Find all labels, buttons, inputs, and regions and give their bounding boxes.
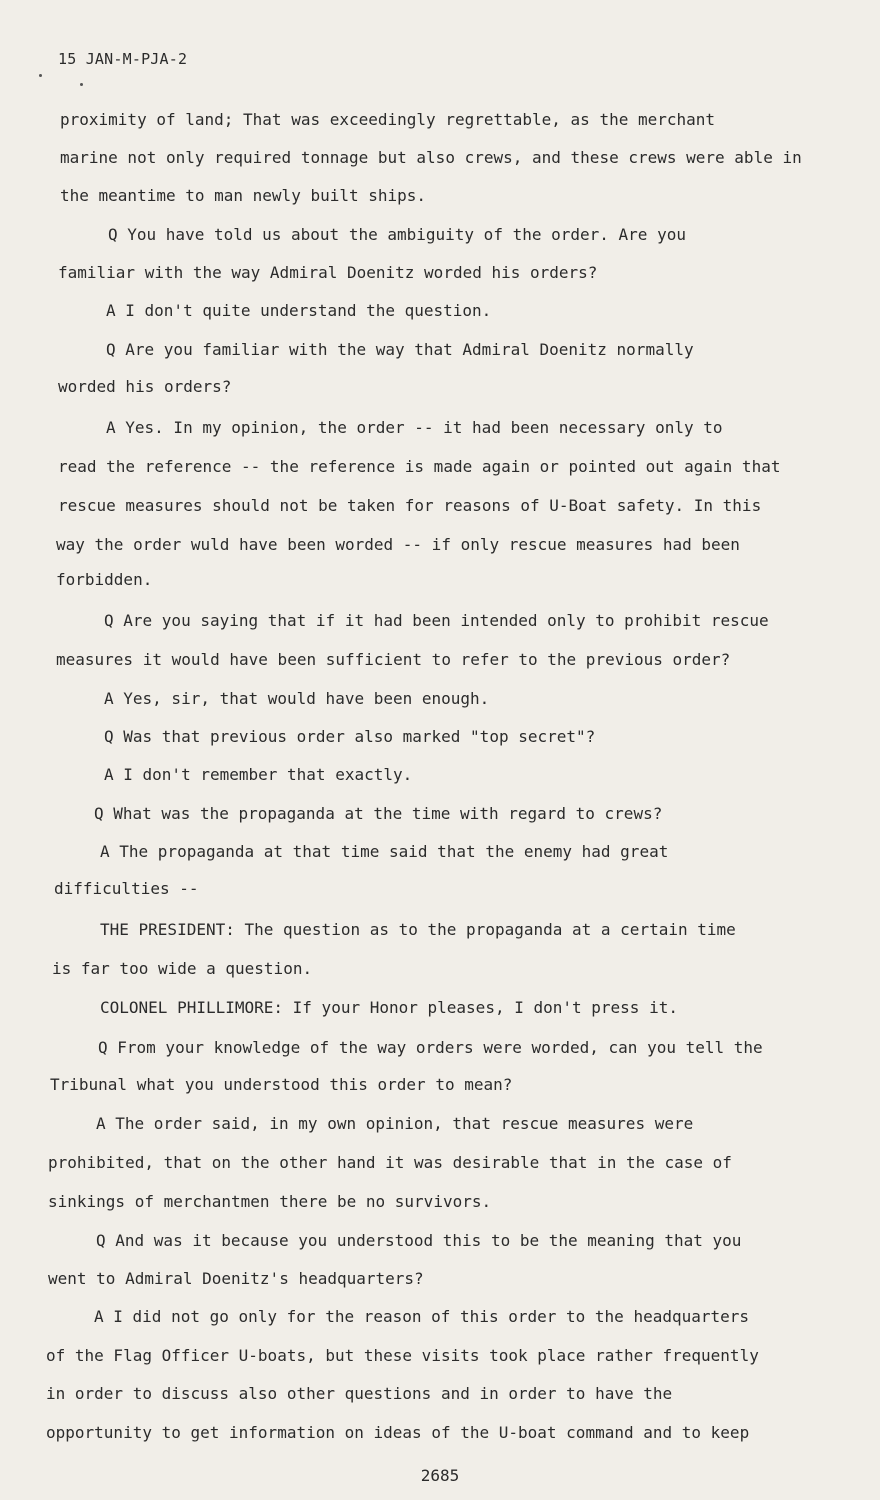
text-line: measures it would have been sufficient to refer to the previous order?	[56, 650, 731, 669]
text-line: is far too wide a question.	[52, 959, 313, 978]
text-line: Q Are you familiar with the way that Admiral Doenitz normally	[106, 340, 694, 359]
text-line: sinkings of merchantmen there be no survivors.	[48, 1192, 492, 1211]
text-line: COLONEL PHILLIMORE: If your Honor pleases, I don't press it.	[100, 998, 678, 1017]
text-line: A Yes. In my opinion, the order -- it had been necessary only to	[106, 418, 723, 437]
text-line: opportunity to get information on ideas of the U-boat command and to keep	[46, 1423, 750, 1442]
text-line: Q What was the propaganda at the time with regard to crews?	[94, 804, 663, 823]
page-number: 2685	[420, 1466, 460, 1485]
text-line: familiar with the way Admiral Doenitz worded his orders?	[58, 263, 598, 282]
text-line: Q And was it because you understood this to be the meaning that you	[96, 1231, 742, 1250]
text-line: marine not only required tonnage but also crews, and these crews were able in	[60, 148, 802, 167]
stray-mark	[80, 83, 83, 86]
text-line: the meantime to man newly built ships.	[60, 186, 427, 205]
text-line: forbidden.	[56, 570, 153, 589]
text-line: prohibited, that on the other hand it was desirable that in the case of	[48, 1153, 732, 1172]
text-line: A I don't remember that exactly.	[104, 765, 413, 784]
text-line: rescue measures should not be taken for reasons of U-Boat safety. In this	[58, 496, 762, 515]
text-line: Q You have told us about the ambiguity of the order. Are you	[108, 225, 686, 244]
text-line: A I don't quite understand the question.	[106, 301, 492, 320]
text-line: Q Was that previous order also marked "top secret"?	[104, 727, 596, 746]
text-line: A The order said, in my own opinion, that rescue measures were	[96, 1114, 694, 1133]
text-line: way the order wuld have been worded -- if only rescue measures had been	[56, 535, 740, 554]
text-line: Tribunal what you understood this order to mean?	[50, 1075, 513, 1094]
text-line: read the reference -- the reference is made again or pointed out again that	[58, 457, 781, 476]
text-line: in order to discuss also other questions and in order to have the	[46, 1384, 673, 1403]
stray-mark	[39, 74, 42, 77]
text-line: difficulties --	[54, 879, 199, 898]
text-line: THE PRESIDENT: The question as to the propaganda at a certain time	[100, 920, 736, 939]
text-line: went to Admiral Doenitz's headquarters?	[48, 1269, 424, 1288]
text-line: A The propaganda at that time said that the enemy had great	[100, 842, 669, 861]
text-line: of the Flag Officer U-boats, but these visits took place rather frequently	[46, 1346, 759, 1365]
text-line: A Yes, sir, that would have been enough.	[104, 689, 490, 708]
text-line: Q From your knowledge of the way orders were worded, can you tell the	[98, 1038, 763, 1057]
document-header: 15 JAN-M-PJA-2	[58, 50, 188, 68]
text-line: A I did not go only for the reason of this order to the headquarters	[94, 1307, 750, 1326]
text-line: proximity of land; That was exceedingly regrettable, as the merchant	[60, 110, 716, 129]
text-line: worded his orders?	[58, 377, 232, 396]
text-line: Q Are you saying that if it had been intended only to prohibit rescue	[104, 611, 769, 630]
